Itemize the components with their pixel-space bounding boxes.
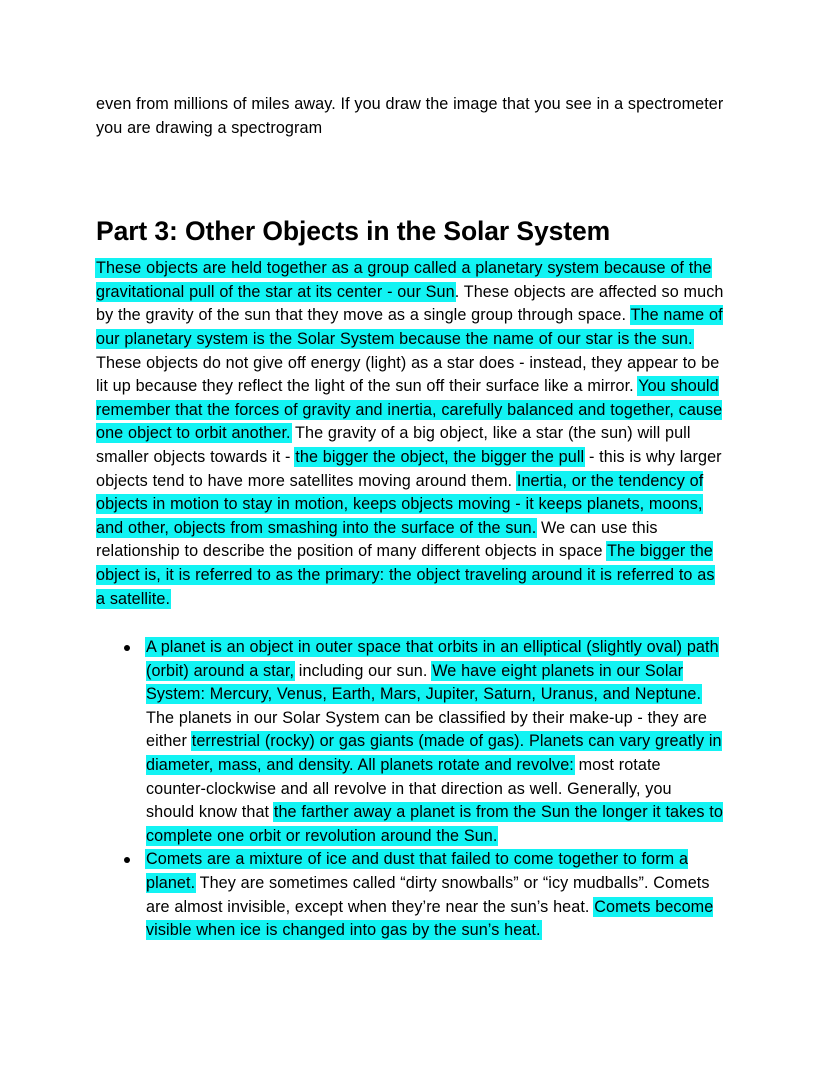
page-title: Part 3: Other Objects in the Solar System xyxy=(96,216,611,247)
list-top-spacer xyxy=(96,611,724,636)
main-paragraph xyxy=(96,257,724,611)
plain-text: most rotate counter-clockwise and all revolve in that direction as well. Generally, you should know that xyxy=(146,756,672,822)
plain-text: The planets in our Solar System can be classified by their make-up - they are either xyxy=(146,708,707,751)
highlighted-text: You should remember that the forces of gravity and inertia, carefully balanced and together, cause one object to orbit another. xyxy=(96,377,723,443)
highlighted-text: We have eight planets in our Solar System: Mercury, Venus, Earth, Mars, Jupiter, Saturn, Uranus, and Neptune. xyxy=(146,661,702,704)
plain-text: We can use this relationship to describe the position of many different objects in space xyxy=(96,518,658,561)
intro-paragraph-text: even from millions of miles away. If you draw the image that you see in a spectrometer you are drawing a spectrogram xyxy=(96,95,724,137)
list-item xyxy=(96,848,724,942)
plain-text: They are sometimes called “dirty snowballs” or “icy mudballs”. Comets are almost invisible, except when they’re near the sun’s heat. xyxy=(146,874,710,916)
plain-text: These objects do not give off energy (light) as a star does - instead, they appear to be lit up because they reflect the light of the sun off their surface like a mirror. xyxy=(96,353,720,396)
highlighted-text: The bigger the object is, it is referred to as the primary: the object traveling around it is referred to as a satellite. xyxy=(96,542,715,608)
highlighted-text: The name of our planetary system is the Solar System because the name of our star is the sun. xyxy=(96,306,723,348)
highlighted-text: the bigger the object, the bigger the pull xyxy=(295,447,585,466)
highlighted-text: the farther away a planet is from the Sun the longer it takes to complete one orbit or revolution around the Sun. xyxy=(146,803,723,845)
bullet-dot-icon xyxy=(124,645,130,651)
highlighted-text: These objects are held together as a group called a planetary system because of the gravitational pull of the star at its center - our Sun xyxy=(96,259,712,301)
intro-paragraph xyxy=(96,93,724,140)
highlighted-text: terrestrial (rocky) or gas giants (made of gas). Planets can vary greatly in diameter, mass, and density. All planets rotate and revolve: xyxy=(146,732,722,775)
heading-top-spacer xyxy=(96,140,724,214)
highlighted-text: Inertia, or the tendency of objects in motion to stay in motion, keeps objects moving - it keeps planets, moons, and other, objects from smashing into the surface of the sun. xyxy=(96,471,704,537)
plain-text: including our sun. xyxy=(294,661,433,680)
highlighted-text: Comets are a mixture of ice and dust that failed to come together to form a planet. xyxy=(146,850,689,893)
highlighted-text: A planet is an object in outer space that orbits in an elliptical (slightly oval) path (orbit) around a star, xyxy=(146,638,719,680)
plain-text: . These objects are affected so much by the gravity of the sun that they move as a single group through space. xyxy=(96,282,724,325)
bullet-list xyxy=(96,636,724,943)
document-body xyxy=(96,93,724,943)
highlighted-text: Comets become visible when ice is changed into gas by the sun’s heat. xyxy=(146,897,714,940)
plain-text: - this is why larger objects tend to have more satellites moving around them. xyxy=(96,447,722,490)
bullet-dot-icon xyxy=(124,857,130,863)
heading-bottom-spacer xyxy=(96,248,724,257)
list-item xyxy=(96,636,724,848)
plain-text: The gravity of a big object, like a star (the sun) will pull smaller objects towards it - xyxy=(96,424,691,466)
